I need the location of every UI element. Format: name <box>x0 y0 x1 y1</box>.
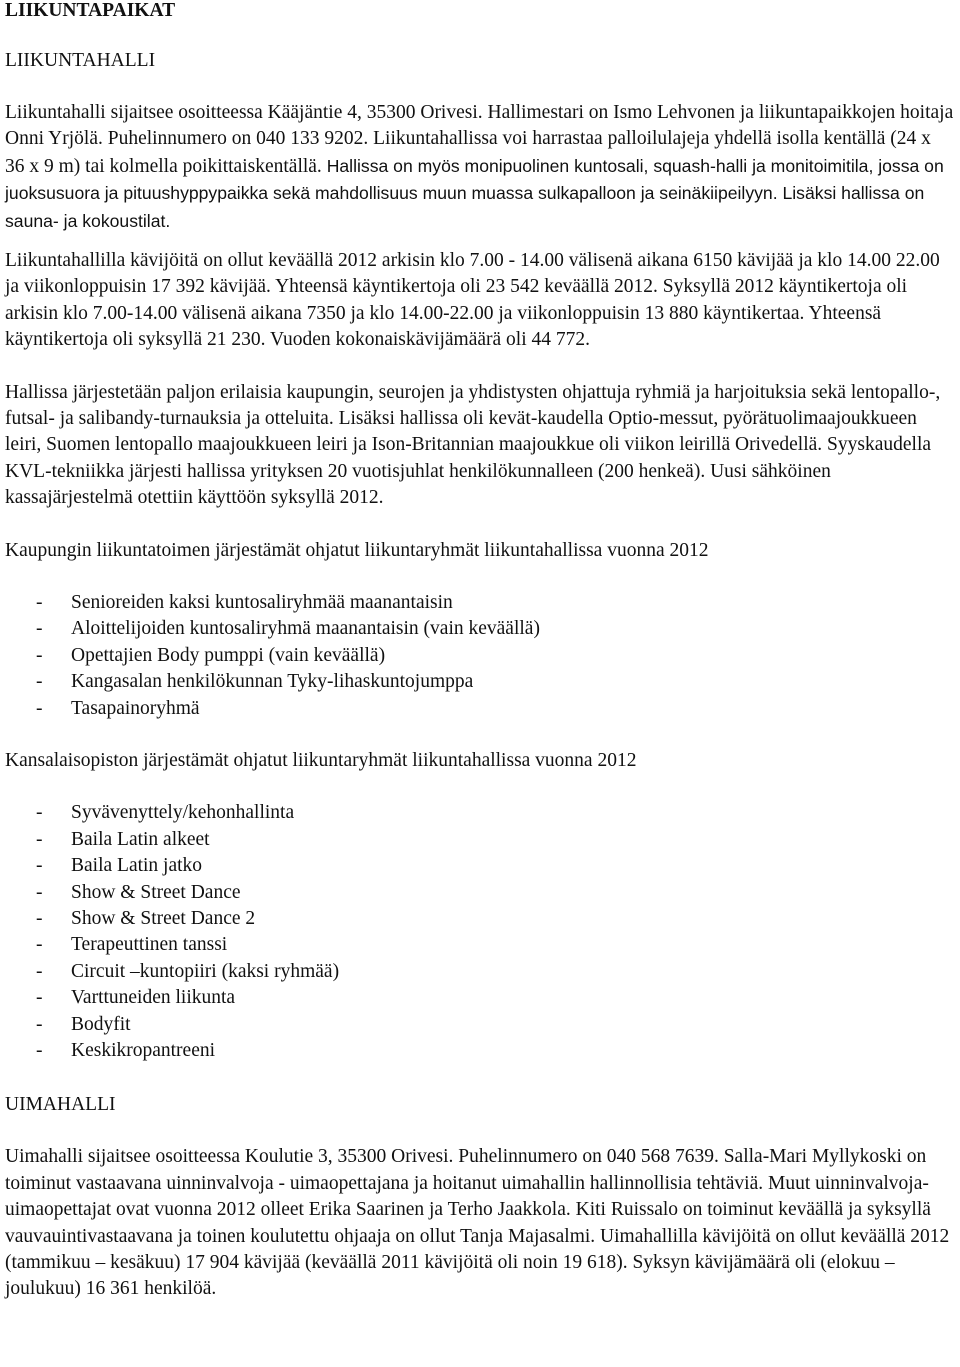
list-item <box>5 800 955 826</box>
list-item <box>5 932 955 958</box>
liikuntahalli-paragraph-events: Hallissa järjestetään paljon erilaisia kaupungin, seurojen ja yhdistysten ohjattuja ryhmiä ja harjoituksia sekä lentopallo-, futsal- ja salibandy-turnauksia ja otteluita. Lisäksi hallissa oli kevät-kaudella Optio-messut, pyörätuolimaajoukkueen leiri, Suomen lentopallo maajoukkueen leiri ja Ison-Britannian maajoukkue oli viikon leirillä Orivedellä. Syyskaudella KVL-tekniikka järjesti hallissa yrityksen 20 vuotisjuhlat henkilökunnalleen (200 henkeä). Uusi sähköinen kassajärjestelmä otettiin käyttöön syksyllä 2012. <box>5 381 941 509</box>
list-dash: - <box>36 618 43 640</box>
list-item-text: Aloittelijoiden kuntosaliryhmä maanantaisin (vain keväällä) <box>71 618 540 640</box>
list-item-text: Terapeuttinen tanssi <box>71 934 228 956</box>
list-item <box>5 590 955 616</box>
list-item-text: Keskikropantreeni <box>71 1039 216 1061</box>
list-dash: - <box>36 855 43 877</box>
list-item <box>5 906 955 932</box>
list-item-text: Baila Latin alkeet <box>71 828 210 850</box>
list-item <box>5 669 955 695</box>
liikuntahalli-paragraph-1 <box>5 100 955 235</box>
page-title: LIIKUNTAPAIKAT <box>5 0 176 21</box>
list-item-text: Kangasalan henkilökunnan Tyky-lihaskuntojumppa <box>71 671 474 693</box>
list-dash: - <box>36 881 43 903</box>
uimahalli-paragraph-1: Uimahalli sijaitsee osoitteessa Koulutie 3, 35300 Orivesi. Puhelinnumero on 040 568 7639. Salla-Mari Myllykoski on toiminut vastaavana uinninvalvoja - uimaopettajana ja hoitanut uimahallin hallinnollisia tehtäviä. Muut uinninvalvoja-uimaopettajat ovat vuonna 2012 olleet Erika Saarinen ja Terho Jaakkola. Kiti Ruissalo on toiminut keväällä ja syksyllä vauvauintivastaavana ja toinen koulutettu ohjaaja on ollut Tanja Majasalmi. Uimahallilla kävijöitä on ollut keväällä 2012 (tammikuu – kesäkuu) 17 904 kävijää (keväällä 2011 kävijöitä oli noin 19 618). Syksyn kävijämäärä oli (elokuu – joulukuu) 16 361 henkilöä. <box>5 1146 950 1300</box>
list-item <box>5 696 955 722</box>
list-dash: - <box>36 828 43 850</box>
college-groups-list <box>5 800 955 1064</box>
list-item-text: Circuit –kuntopiiri (kaksi ryhmää) <box>71 960 340 982</box>
document-page <box>5 0 955 1303</box>
section-heading-uimahalli: UIMAHALLI <box>5 1094 116 1116</box>
list-item <box>5 1012 955 1038</box>
list-dash: - <box>36 644 43 666</box>
liikuntahalli-paragraph-1-sans: Hallissa on myös monipuolinen kuntosali, squash-halli ja monitoimitila, jossa on juoksusuora ja pituushyppypaikka sekä mahdollisuus muun muassa sulkapalloon ja seinäkiipeilyyn. Lisäksi hallissa on sauna- ja kokoustilat. <box>5 155 944 231</box>
list-dash: - <box>36 960 43 982</box>
list-dash: - <box>36 908 43 930</box>
list-dash: - <box>36 1039 43 1061</box>
list-item <box>5 959 955 985</box>
list-heading-college-groups: Kansalaisopiston järjestämät ohjatut liikuntaryhmät liikuntahallissa vuonna 2012 <box>5 750 637 772</box>
section-heading-liikuntahalli: LIIKUNTAHALLI <box>5 50 156 71</box>
list-dash: - <box>36 802 43 824</box>
list-item-text: Show & Street Dance <box>71 881 241 903</box>
list-item-text: Syvävenyttely/kehonhallinta <box>71 802 295 824</box>
list-item-text: Senioreiden kaksi kuntosaliryhmää maanantaisin <box>71 592 453 614</box>
list-dash: - <box>36 1013 43 1035</box>
list-item-text: Baila Latin jatko <box>71 855 203 877</box>
list-item <box>5 643 955 669</box>
list-dash: - <box>36 987 43 1009</box>
list-item <box>5 985 955 1011</box>
liikuntahalli-paragraph-1-serif: Liikuntahalli sijaitsee osoitteessa Kääjäntie 4, 35300 Orivesi. Hallimestari on Ismo Lehvonen ja liikuntapaikkojen hoitaja Onni Yrjölä. Puhelinnumero on 040 133 9202. Liikuntahallissa voi harrastaa palloilulajeja yhdellä isolla kentällä (24 x 36 x 9 m) tai kolmella poikittaiskentällä. <box>5 102 954 177</box>
list-item <box>5 853 955 879</box>
list-item <box>5 1038 955 1064</box>
list-item <box>5 880 955 906</box>
list-dash: - <box>36 934 43 956</box>
list-item-text: Varttuneiden liikunta <box>71 987 236 1009</box>
list-item <box>5 827 955 853</box>
list-item <box>5 616 955 642</box>
list-item-text: Bodyfit <box>71 1013 131 1035</box>
city-groups-list <box>5 590 955 722</box>
list-dash: - <box>36 592 43 614</box>
list-dash: - <box>36 697 43 719</box>
list-heading-city-groups: Kaupungin liikuntatoimen järjestämät ohjatut liikuntaryhmät liikuntahallissa vuonna 2012 <box>5 539 709 561</box>
list-item-text: Tasapainoryhmä <box>71 697 200 719</box>
list-dash: - <box>36 671 43 693</box>
list-item-text: Show & Street Dance 2 <box>71 908 256 930</box>
list-item-text: Opettajien Body pumppi (vain keväällä) <box>71 644 386 666</box>
liikuntahalli-paragraph-visitors: Liikuntahallilla kävijöitä on ollut keväällä 2012 arkisin klo 7.00 - 14.00 välisenä aikana 6150 kävijää ja klo 14.00 22.00 ja viikonloppuisin 17 392 kävijää. Yhteensä käyntikertoja oli 23 542 keväällä 2012. Syksyllä 2012 käyntikertoja oli arkisin klo 7.00-14.00 välisenä aikana 7350 ja klo 14.00-22.00 ja viikonloppuisin 13 880 käyntikertaa. Yhteensä käyntikertoja oli syksyllä 21 230. Vuoden kokonaiskävijämäärä oli 44 772. <box>5 250 940 351</box>
